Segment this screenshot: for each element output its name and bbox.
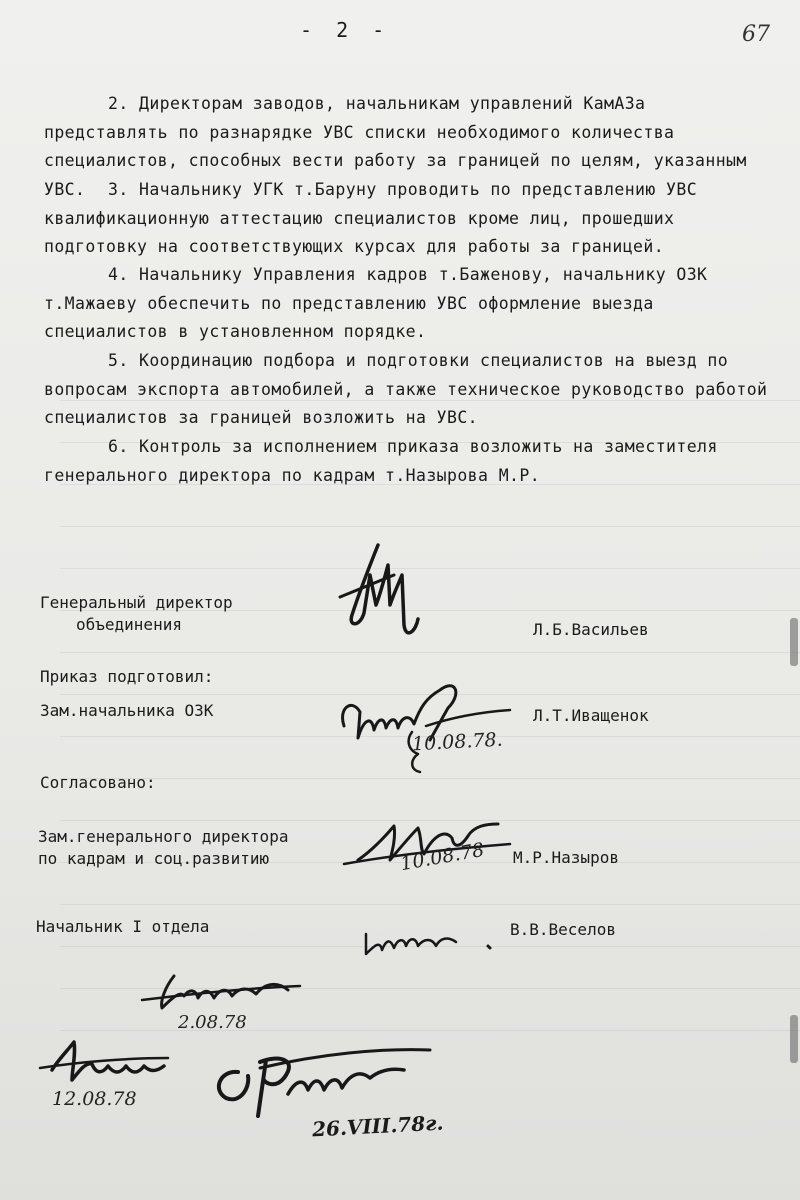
director-name: Л.Б.Васильев [533, 620, 649, 639]
binding-mark [790, 1015, 798, 1063]
additional-date-1: 2.08.78 [178, 1012, 247, 1033]
additional-date-3: 26.VIII.78г. [311, 1110, 444, 1142]
first-dept-name: В.В.Веселов [510, 920, 616, 939]
agreed-label: Согласовано: [40, 773, 156, 792]
deputy-title: Зам.генерального директора по кадрам и соц.развитию [38, 827, 289, 868]
paragraph-text: Начальнику Управления кадров т.Баженову, начальнику ОЗК т.Мажаеву обеспечить по представлению УВС оформление выезда специалистов в установленном порядке. [44, 265, 708, 341]
paragraph-5 [44, 347, 774, 433]
paragraph-number: 5. [108, 351, 129, 370]
paragraph-6 [44, 433, 774, 490]
archive-folio-number: 67 [742, 22, 770, 47]
paragraph-text: Директорам заводов, начальникам управлений КамАЗа представлять по разнарядке УВС списки необходимого количества специалистов, способных вести работу за границей по целям, указанным УВС. [44, 94, 747, 199]
paragraph-number: 6. [108, 437, 129, 456]
binding-mark [790, 618, 798, 666]
page-number: - 2 - [300, 18, 391, 42]
first-dept-signature [360, 916, 500, 966]
prepared-by-title: Зам.начальника ОЗК [40, 701, 214, 720]
paragraph-text: Начальнику УГК т.Баруну проводить по представлению УВС квалификационную аттестацию специалистов кроме лиц, прошедших подготовку на соответствующих курсах для работы за границей. [44, 180, 698, 256]
director-signature [330, 535, 450, 650]
director-title: Генеральный директор объединения [40, 593, 233, 634]
paragraph-number: 2. [108, 94, 129, 113]
paragraph-number: 4. [108, 265, 129, 284]
first-dept-title: Начальник I отдела [36, 917, 210, 936]
additional-date-2: 12.08.78 [52, 1088, 137, 1110]
prepared-by-signature [330, 668, 540, 778]
paragraph-3 [44, 176, 774, 262]
deputy-date: 10.08.78 [398, 838, 486, 876]
paragraph-4 [44, 261, 774, 347]
prepared-by-name: Л.Т.Иващенок [533, 706, 649, 725]
paragraph-text: Координацию подбора и подготовки специалистов на выезд по вопросам экспорта автомобилей, а также техническое руководство работой специалистов за границей возложить на УВС. [44, 351, 768, 427]
paragraph-number: 3. [108, 180, 129, 199]
deputy-name: М.Р.Назыров [513, 848, 619, 867]
prepared-by-label: Приказ подготовил: [40, 667, 214, 686]
paragraph-text: Контроль за исполнением приказа возложить на заместителя генерального директора по кадрам т.Назырова М.Р. [44, 437, 718, 485]
prepared-by-date: 10.08.78. [411, 728, 504, 756]
